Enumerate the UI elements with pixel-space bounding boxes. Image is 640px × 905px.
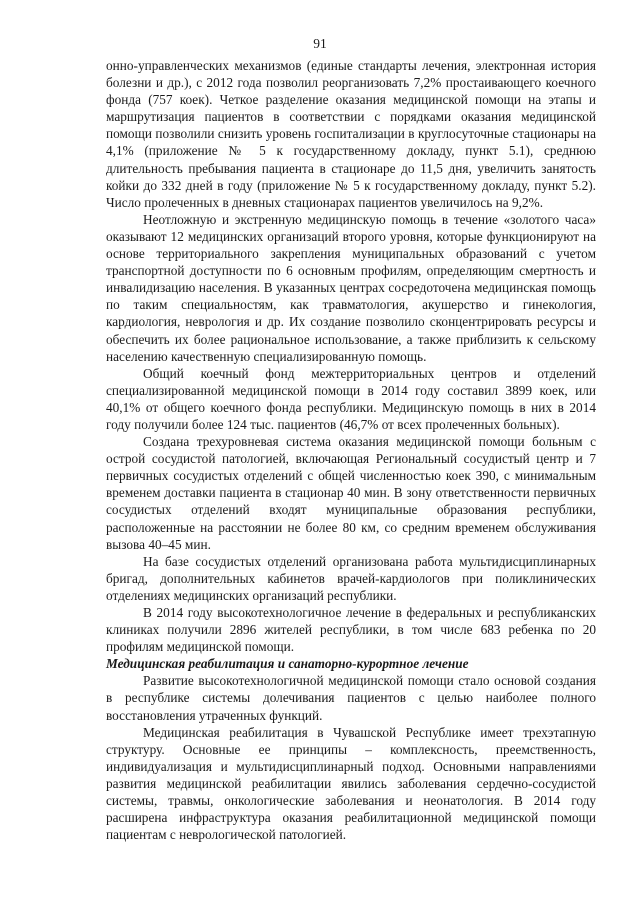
paragraph-bed-fund: Общий коечный фонд межтерриториальных центров и отделений специализированной медицинской помощи в 2014 году составил 3899 коек, или 40,1% от общего коечного фонда республики. Медицинскую помощь в них в 2014 году получили более 124 тыс. пациентов (46,7% от всех пролеченных больных). — [106, 365, 596, 432]
paragraph-high-tech-treatment: В 2014 году высокотехнологичное лечение в федеральных и республиканских клиниках получили 2896 жителей республики, в том числе 683 ребенка по 20 профилям медицинской помощи. — [106, 605, 596, 655]
paragraph-vascular-system: Создана трехуровневая система оказания медицинской помощи больным с острой сосудистой патологией, включающая Региональный сосудистый центр и 7 первичных сосудистых отделений с общей численностью коек 390, с минимальным временем доставки пациента в стационар 40 мин. В зону ответственности первичных сосудистых отделений входят муниципальные образования республики, расположенные на расстоянии не более 80 км, со средним временем обслуживания вызова 40–45 мин. — [106, 434, 596, 552]
section-heading: Медицинская реабилитация и санаторно-курортное лечение — [106, 656, 469, 672]
paragraph-rehab-development: Развитие высокотехнологичной медицинской помощи стало основой создания в республике системы долечивания пациентов с целью наиболее полного восстановления утраченных функций. — [106, 673, 596, 723]
paragraph-continued: онно-управленческих механизмов (единые стандарты лечения, электронная история болезни и др.), с 2012 года позволил реорганизовать 7,2% простаивающего коечного фонда (757 коек). Четкое разделение оказания медицинской помощи на этапы и маршрутизация пациентов в соответствии с порядками оказания медицинской помощи позволили снизить уровень госпитализации в круглосуточные стационары на 4,1% (приложение № 5 к государственному докладу, пункт 5.1), среднюю длительность пребывания пациента в стационаре до 11,5 дня, увеличить занятость койки до 332 дней в году (приложение № 5 к государственному докладу, пункт 5.2). Число пролеченных в дневных стационарах пациентов увеличилось на 9,2%. — [106, 58, 596, 210]
paragraph-multidisciplinary-teams: На базе сосудистых отделений организована работа мультидисциплинарных бригад, дополнительных кабинетов врачей-кардиологов при поликлинических отделениях медицинских организаций республики. — [106, 553, 596, 603]
body-text — [106, 57, 596, 843]
page-number: 91 — [313, 36, 327, 51]
paragraph-emergency-care: Неотложную и экстренную медицинскую помощь в течение «золотого часа» оказывают 12 медицинских организаций второго уровня, которые функционируют на основе территориального закрепления муниципальных образований с учетом транспортной доступности по 6 основным профилям, определяющим смертность и инвалидизацию населения. В указанных центрах сосредоточена медицинская помощь по таким специальностям, как травматология, акушерство и гинекология, кардиология, неврология и др. Их создание позволило сконцентрировать ресурсы и обеспечить их более рациональное использование, а также приблизить к сельскому населению качественную специализированную помощь. — [106, 211, 596, 364]
paragraph-rehab-structure: Медицинская реабилитация в Чувашской Республике имеет трехэтапную структуру. Основные ее принципы – комплексность, преемственность, индивидуализация и мультидисциплинарный подход. Основными направлениями развития медицинской реабилитации явились заболевания сердечно-сосудистой системы, травмы, онкологические заболевания и неонатология. В 2014 году расширена инфраструктура оказания реабилитационной медицинской помощи пациентам с неврологической патологией. — [106, 724, 596, 843]
